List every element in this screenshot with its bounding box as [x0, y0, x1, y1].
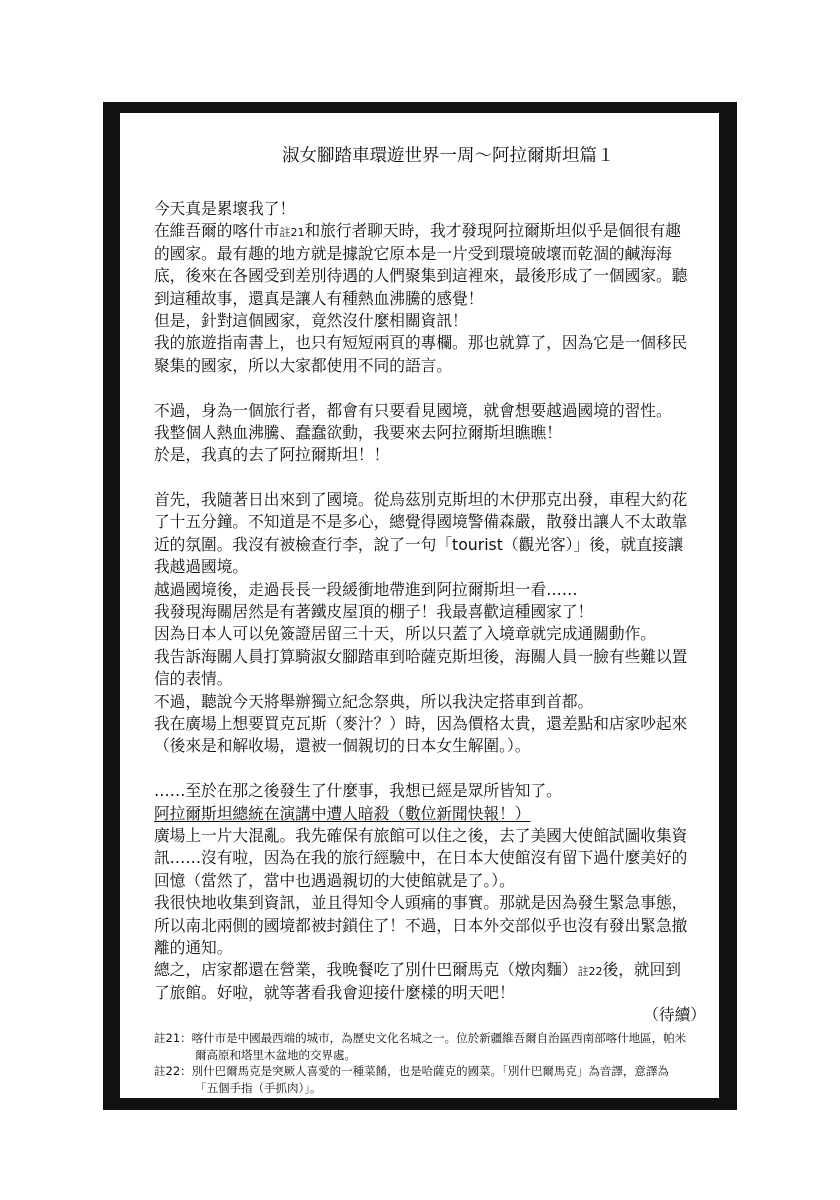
- footnote-continuation: 「五個手指（手抓肉）」。: [195, 1080, 322, 1095]
- blank-line: [154, 758, 724, 780]
- text-line: 廣場上一片大混亂。我先確保有旅館可以住之後，去了美國大使館試圖收集資: [154, 825, 688, 845]
- footnote: 註21：喀什市是中國最西端的城市，為歷史文化名城之一。位於新疆維吾爾自治區西南部喀什地區，帕米: [154, 1031, 687, 1045]
- text-line: 我的旅遊指南書上，也只有短短兩頁的專欄。那也就算了，因為它是一個移民: [154, 333, 688, 353]
- text-line: 不過，身為一個旅行者，都會有只要看見國境，就會想要越過國境的習性。: [154, 400, 672, 420]
- headline-line: [154, 803, 724, 825]
- footnotes: [154, 1030, 724, 1096]
- footnote-ref: 註22: [577, 965, 603, 979]
- text-line: 越過國境後，走過長長一段緩衝地帶進到阿拉爾斯坦一看……: [154, 579, 578, 599]
- footnote-continuation: 爾高原和塔里木盆地的交界處。: [195, 1047, 356, 1062]
- text-line: 我整個人熱血沸騰、蠢蠢欲動，我要來去阿拉爾斯坦瞧瞧！: [154, 422, 562, 442]
- text-line: 我越過國境。: [154, 557, 249, 577]
- blank-line: [154, 467, 724, 489]
- text-line: 但是，針對這個國家，竟然沒什麼相關資訊！: [154, 310, 468, 330]
- text-line: 信的表情。: [154, 669, 233, 689]
- text-line: 回憶（當然了，當中也遇過親切的大使館就是了。）。: [154, 870, 515, 890]
- text-line: 我發現海關居然是有著鐵皮屋頂的棚子！我最喜歡這種國家了！: [154, 602, 594, 622]
- text-line: 我告訴海關人員打算騎淑女腳踏車到哈薩克斯坦後，海關人員一臉有些難以置: [154, 646, 688, 666]
- text-line: 了旅館。好啦，就等著看我會迎接什麼樣的明天吧！: [154, 982, 515, 1002]
- text-run: 總之，店家都還在營業，我晚餐吃了別什巴爾馬克（燉肉麵）: [154, 960, 578, 980]
- text-line: 於是，我真的去了阿拉爾斯坦！！: [154, 445, 390, 465]
- text-line: 的國家。最有趣的地方就是據說它原本是一片受到環境破壞而乾涸的鹹海海: [154, 243, 672, 263]
- text-line: 聚集的國家，所以大家都使用不同的語言。: [154, 355, 453, 375]
- article-body: [154, 198, 724, 1026]
- text-run: 和旅行者聊天時，我才發現阿拉爾斯坦似乎是個很有趣: [304, 221, 681, 241]
- text-line: 了十五分鐘。不知道是不是多心，總覺得國境警備森嚴，散發出讓人不太敢靠: [154, 512, 688, 532]
- text-line: [154, 220, 724, 242]
- text-line: 今天真是累壞我了！: [154, 199, 296, 218]
- news-headline: 阿拉爾斯坦總統在演講中遭人暗殺（數位新聞快報！）: [154, 803, 531, 823]
- text-line: 首先，我隨著日出來到了國境。從烏茲別克斯坦的木伊那克出發，車程大約花: [154, 490, 688, 510]
- text-line: 我在廣場上想要買克瓦斯（麥汁？）時，因為價格太貴，還差點和店家吵起來: [154, 713, 688, 733]
- text-line: 到這種故事，還真是讓人有種熱血沸騰的感覺！: [154, 288, 484, 308]
- text-line: 所以南北兩側的國境都被封鎖住了！不過，日本外交部似乎也沒有發出緊急撤: [154, 915, 688, 935]
- footnote: 註22：別什巴爾馬克是突厥人喜愛的一種菜餚，也是哈薩克的國菜。「別什巴爾馬克」為音譯，意譯為: [154, 1064, 669, 1078]
- page-title: 淑女腳踏車環遊世界一周～阿拉爾斯坦篇１: [282, 146, 615, 166]
- text-line: ……至於在那之後發生了什麼事，我想已經是眾所皆知了。: [154, 781, 562, 801]
- footnote-ref: 註21: [279, 226, 305, 240]
- text-line: （後來是和解收場，還被一個親切的日本女生解圍。）。: [154, 736, 531, 756]
- to-be-continued: （待續）: [643, 1005, 706, 1025]
- text-line: 我很快地收集到資訊，並且得知令人頭痛的事實。那就是因為發生緊急事態，: [154, 893, 688, 913]
- text-line: 訊……沒有啦，因為在我的旅行經驗中，在日本大使館沒有留下過什麼美好的: [154, 848, 688, 868]
- text-line: 不過，聽說今天將舉辦獨立紀念祭典，所以我決定搭車到首都。: [154, 691, 594, 711]
- text-line: 因為日本人可以免簽證居留三十天，所以只蓋了入境章就完成通關動作。: [154, 624, 656, 644]
- text-line: [154, 959, 724, 981]
- text-line: 近的氛圍。我沒有被檢查行李，說了一句「tourist（觀光客）」後，就直接讓: [154, 534, 684, 554]
- text-run: 在維吾爾的喀什市: [154, 221, 280, 241]
- blank-line: [154, 377, 724, 399]
- text-line: 底，後來在各國受到差別待遇的人們聚集到這裡來，最後形成了一個國家。聽: [154, 266, 688, 286]
- text-line: 離的通知。: [154, 937, 233, 957]
- text-run: 後，就回到: [602, 960, 681, 980]
